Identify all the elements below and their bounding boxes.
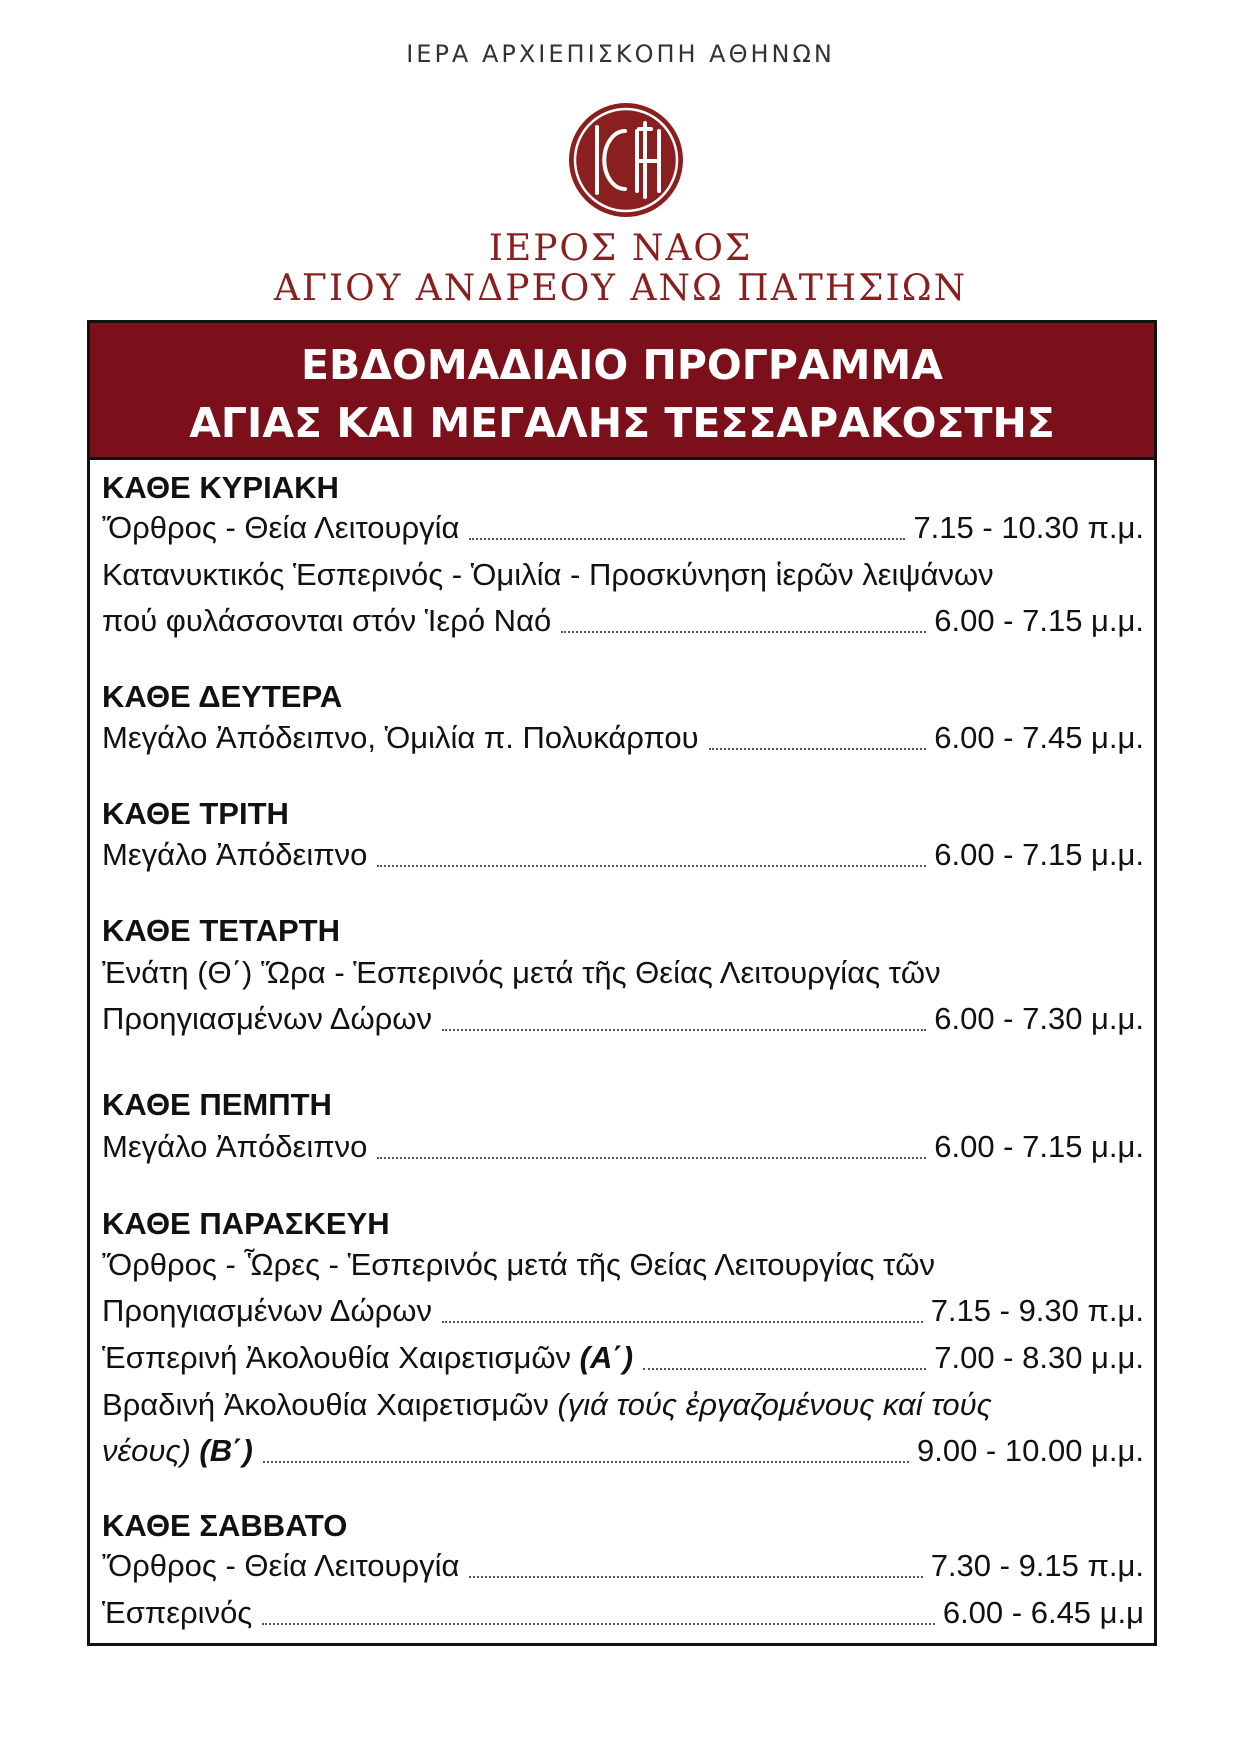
service-tag: (Β΄) [199, 1433, 253, 1468]
schedule-row [102, 1433, 1144, 1477]
dot-leader [469, 1575, 922, 1578]
schedule-row [102, 1293, 1144, 1337]
service-time: 7.00 - 8.30 μ.μ. [934, 1340, 1144, 1375]
schedule-banner [90, 323, 1154, 460]
dot-leader [643, 1367, 926, 1370]
service-note: νέους) [102, 1433, 200, 1468]
church-monogram-icon [567, 101, 685, 219]
dot-leader [469, 537, 905, 540]
service-name-line: Κατανυκτικός Ἑσπερινός - Ὁμιλία - Προσκύνηση ἱερῶν λειψάνων [102, 557, 994, 592]
schedule-row [102, 1129, 1144, 1173]
service-name-line [102, 1387, 992, 1423]
church-name-line1: ΙΕΡΟΣ ΝΑΟΣ [488, 228, 753, 269]
day-heading-monday: ΚΑΘΕ ΔΕΥΤΕΡΑ [102, 679, 343, 714]
service-name [102, 1340, 633, 1376]
service-time: 6.00 - 7.30 μ.μ. [934, 1001, 1144, 1036]
service-time: 9.00 - 10.00 μ.μ. [916, 1433, 1144, 1468]
archdiocese-title: ΙΕΡΑ ΑΡΧΙΕΠΙΣΚΟΠΗ ΑΘΗΝΩΝ [406, 40, 835, 68]
banner-title-line2: ΑΓΙΑΣ ΚΑΙ ΜΕΓΑΛΗΣ ΤΕΣΣΑΡΑΚΟΣΤΗΣ [189, 399, 1055, 447]
service-name: Ἑσπερινός [102, 1595, 253, 1630]
service-name: πού φυλάσσονται στόν Ἱερό Ναό [102, 603, 552, 638]
service-name: Προηγιασμένων Δώρων [102, 1293, 432, 1328]
service-time: 6.00 - 7.15 μ.μ. [934, 837, 1144, 872]
service-name-line: Ἐνάτη (Θ΄) Ὥρα - Ἑσπερινός μετά τῆς Θείας Λειτουργίας τῶν [102, 955, 941, 990]
service-note: (γιά τούς ἐργαζομένους καί τούς [557, 1387, 992, 1422]
service-time: 6.00 - 6.45 μ.μ [942, 1595, 1144, 1630]
service-name: Ὄρθρος - Θεία Λειτουργία [102, 1548, 460, 1583]
schedule-row [102, 1548, 1144, 1592]
dot-leader [263, 1460, 909, 1463]
service-name: Μεγάλο Ἀπόδειπνο [102, 1129, 368, 1164]
day-heading-saturday: ΚΑΘΕ ΣΑΒΒΑΤΟ [102, 1508, 348, 1543]
schedule-row [102, 955, 1144, 999]
service-name [102, 1433, 253, 1469]
dot-leader [377, 864, 926, 867]
schedule-row [102, 837, 1144, 881]
dot-leader [442, 1320, 923, 1323]
dot-leader [561, 630, 926, 633]
schedule-row [102, 603, 1144, 647]
service-time: 6.00 - 7.15 μ.μ. [934, 603, 1144, 638]
day-heading-sunday: ΚΑΘΕ ΚΥΡΙΑΚΗ [102, 470, 339, 505]
service-name: Ὄρθρος - Θεία Λειτουργία [102, 510, 460, 545]
schedule-frame [87, 320, 1157, 1646]
service-name: Μεγάλο Ἀπόδειπνο [102, 837, 368, 872]
day-heading-wednesday: ΚΑΘΕ ΤΕΤΑΡΤΗ [102, 913, 340, 948]
schedule-row [102, 720, 1144, 764]
service-name: Προηγιασμένων Δώρων [102, 1001, 432, 1036]
service-name-text: Ἑσπερινή Ἀκολουθία Χαιρετισμῶν [102, 1340, 572, 1375]
service-time: 7.15 - 10.30 π.μ. [913, 510, 1144, 545]
service-name-line: Ὄρθρος - Ὧρες - Ἑσπερινός μετά τῆς Θείας Λειτουργίας τῶν [102, 1247, 935, 1282]
schedule-row [102, 1340, 1144, 1384]
service-name: Μεγάλο Ἀπόδειπνο, Ὁμιλία π. Πολυκάρπου [102, 720, 699, 755]
service-time: 6.00 - 7.15 μ.μ. [934, 1129, 1144, 1164]
schedule-content [102, 460, 1144, 1643]
service-name-text: Βραδινή Ἀκολουθία Χαιρετισμῶν [102, 1387, 558, 1422]
service-tag: (Α΄) [579, 1340, 634, 1375]
dot-leader [377, 1156, 926, 1159]
day-heading-tuesday: ΚΑΘΕ ΤΡΙΤΗ [102, 796, 289, 831]
schedule-row [102, 510, 1144, 554]
service-time: 7.15 - 9.30 π.μ. [930, 1293, 1144, 1328]
day-heading-thursday: ΚΑΘΕ ΠΕΜΠΤΗ [102, 1087, 332, 1122]
schedule-row [102, 557, 1144, 601]
dot-leader [442, 1028, 926, 1031]
service-time: 6.00 - 7.45 μ.μ. [934, 720, 1144, 755]
dot-leader [262, 1622, 935, 1625]
schedule-row [102, 1387, 1144, 1431]
day-heading-friday: ΚΑΘΕ ΠΑΡΑΣΚΕΥΗ [102, 1206, 390, 1241]
schedule-row [102, 1247, 1144, 1291]
schedule-row [102, 1595, 1144, 1639]
schedule-row [102, 1001, 1144, 1045]
church-name-line2: ΑΓΙΟΥ ΑΝΔΡΕΟΥ ΑΝΩ ΠΑΤΗΣΙΩΝ [273, 268, 968, 309]
service-time: 7.30 - 9.15 π.μ. [930, 1548, 1144, 1583]
dot-leader [709, 747, 927, 750]
banner-title-line1: ΕΒΔΟΜΑΔΙΑΙΟ ΠΡΟΓΡΑΜΜΑ [301, 341, 943, 389]
